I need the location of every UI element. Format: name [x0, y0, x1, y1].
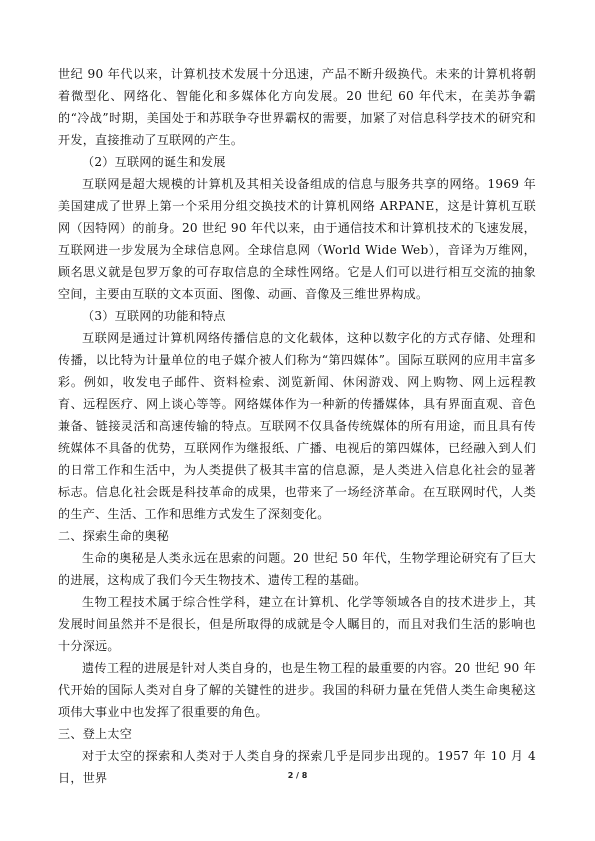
section-heading: 二、探索生命的奥秘 — [58, 529, 170, 543]
paragraph: 生物工程技术属于综合性学科，建立在计算机、化学等领域各自的技术进步上，其发展时间虽然并不是很长，但是所取得的成就是令人瞩目的，而且对我们生活的影响也十分深远。 — [58, 595, 536, 653]
section-heading: 三、登上太空 — [58, 727, 133, 741]
paragraph: 互联网是超大规模的计算机及其相关设备组成的信息与服务共享的网络。1969 年美国建成了世界上第一个采用分组交换技术的计算机网络 ARPANE，这是计算机互联网（因特网）的前身。20 世纪 90 年代以来，由于通信技术和计算机技术的飞速发展，互联网进一步发展为全球信息网。全球信息网（World Wide Web），音译为万维网，顾名思义就是包罗万象的可存取信息的全球性网络。它是人们可以进行相互交流的抽象空间，主要由互联的文本页面、图像、动画、音像及三维世界构成。 — [58, 177, 536, 301]
page-number: 2 / 8 — [287, 771, 308, 780]
paragraph: 遗传工程的进展是针对人类自身的，也是生物工程的最重要的内容。20 世纪 90 年代开始的国际人类对自身了解的关键性的进步。我国的科研力量在凭借人类生命奥秘这项伟大事业中也发挥了很重要的角色。 — [58, 661, 536, 719]
subheading: （2）互联网的诞生和发展 — [82, 155, 226, 169]
paragraph: 世纪 90 年代以来，计算机技术发展十分迅速，产品不断升级换代。未来的计算机将朝着微型化、网络化、智能化和多媒体化方向发展。20 世纪 60 年代末，在美苏争霸的“冷战”时期，美国处于和苏联争夺世界霸权的需要，加紧了对信息科学技术的研究和开发，直接推动了互联网的产生。 — [58, 67, 536, 147]
paragraph: 互联网是通过计算机网络传播信息的文化载体，这种以数字化的方式存储、处理和传播，以比特为计量单位的电子媒介被人们称为“第四媒体”。国际互联网的应用丰富多彩。例如，收发电子邮件、资料检索、浏览新闻、休闲游戏、网上购物、网上远程教育、远程医疗、网上谈心等等。网络媒体作为一种新的传播媒体，具有界面直观、音色兼备、链接灵活和高速传输的特点。互联网不仅具备传统媒体的所有用途，而且具有传统媒体不具备的优势，互联网作为继报纸、广播、电视后的第四媒体，已经融入到人们的日常工作和生活中，为人类提供了极其丰富的信息源，是人类进入信息化社会的显著标志。信息化社会既是科技革命的成果，也带来了一场经济革命。在互联网时代，人类的生产、生活、工作和思维方式发生了深刻变化。 — [58, 331, 536, 521]
paragraph: 生命的奥秘是人类永远在思索的问题。20 世纪 50 年代，生物学理论研究有了巨大的进展，这构成了我们今天生物技术、遗传工程的基础。 — [58, 551, 536, 587]
document-body — [58, 63, 536, 789]
subheading: （3）互联网的功能和特点 — [82, 309, 226, 323]
paragraph: 对于太空的探索和人类对于人类自身的探索几乎是同步出现的。1957 年 10 月 4 日，世界 — [58, 749, 536, 785]
